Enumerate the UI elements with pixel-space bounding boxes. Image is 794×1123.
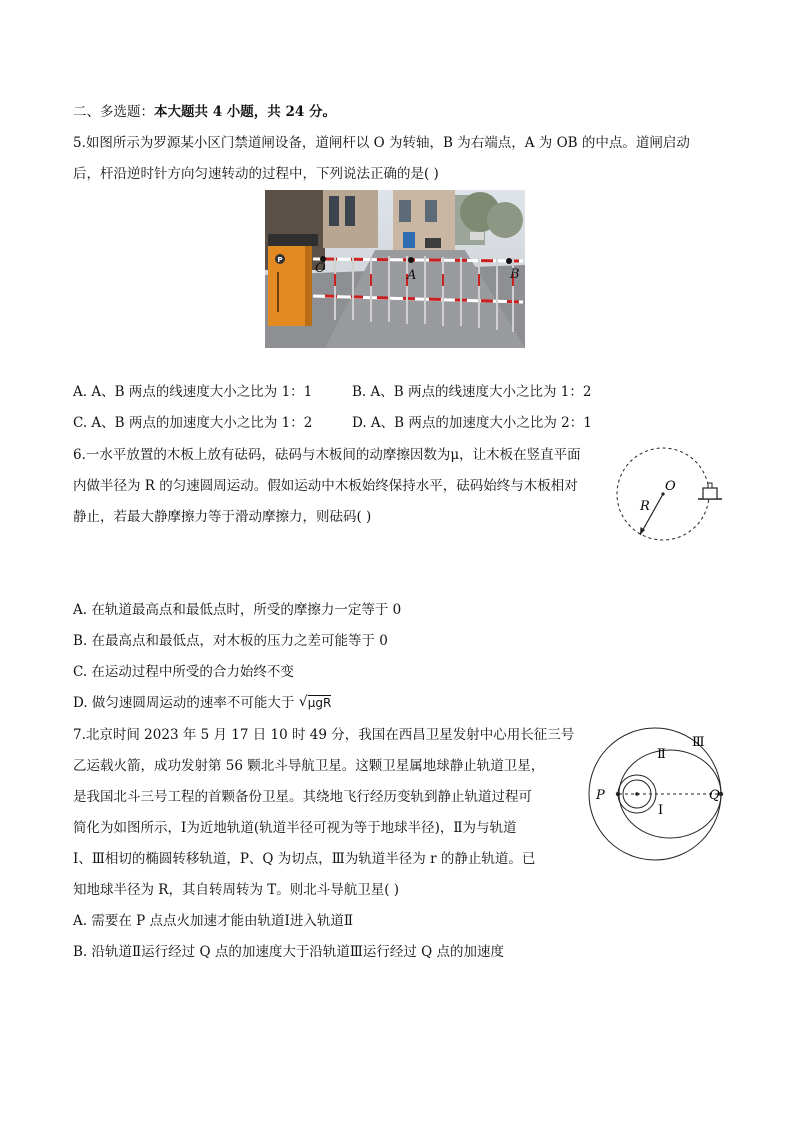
label-orbit-ii: Ⅱ bbox=[657, 747, 666, 762]
sqrt-expression bbox=[299, 694, 332, 712]
q7-stem-line1: 7.北京时间 2023 年 5 月 17 日 10 时 49 分，我国在西昌卫星发射中心用长征三号 bbox=[73, 727, 575, 743]
label-orbit-i: Ⅰ bbox=[658, 803, 664, 818]
q6-circle-figure bbox=[610, 443, 730, 551]
q5-stem-line1: 5.如图所示为罗源某小区门禁道闸设备，道闸杆以 O 为转轴，B 为右端点，A 为 OB 的中点。道闸启动 bbox=[73, 135, 690, 151]
q6-option-c: C. 在运动过程中所受的合力始终不变 bbox=[73, 664, 294, 680]
q5-option-b: B. A、B 两点的线速度大小之比为 1：2 bbox=[352, 384, 592, 400]
q6-stem-line1: 6.一水平放置的木板上放有砝码，砝码与木板间的动摩擦因数为μ，让木板在竖直平面 bbox=[73, 447, 581, 463]
point-p bbox=[616, 792, 620, 796]
label-a: A bbox=[407, 268, 417, 283]
weight-icon bbox=[703, 488, 717, 499]
q5-option-c: C. A、B 两点的加速度大小之比为 1：2 bbox=[73, 415, 313, 431]
label-o: O bbox=[665, 479, 676, 494]
sqrt-radicand: μgR bbox=[307, 696, 332, 710]
label-r: R bbox=[640, 499, 650, 514]
q7-option-a: A. 需要在 P 点点火加速才能由轨道Ⅰ进入轨道Ⅱ bbox=[73, 913, 354, 929]
q5-option-a: A. A、B 两点的线速度大小之比为 1：1 bbox=[73, 384, 313, 400]
section-bold: 本大题共 4 小题，共 24 分。 bbox=[154, 104, 336, 120]
q7-stem-line3: 是我国北斗三号工程的首颗备份卫星。其绕地飞行经历变轨到静止轨道过程可 bbox=[73, 789, 532, 805]
q5-option-d: D. A、B 两点的加速度大小之比为 2：1 bbox=[352, 415, 592, 431]
q6-option-b: B. 在最高点和最低点，对木板的压力之差可能等于 0 bbox=[73, 633, 388, 649]
point-b bbox=[506, 258, 512, 264]
q6-option-d bbox=[73, 694, 331, 712]
q7-stem-line5: Ⅰ、Ⅲ相切的椭圆转移轨道，P、Q 为切点，Ⅲ为轨道半径为 r 的静止轨道。已 bbox=[73, 851, 536, 867]
q7-stem-line2: 乙运载火箭，成功发射第 56 颗北斗导航卫星。这颗卫星属地球静止轨道卫星， bbox=[73, 758, 545, 774]
label-orbit-iii: Ⅲ bbox=[692, 735, 705, 750]
q6-option-d-text: D. 做匀速圆周运动的速率不可能大于 bbox=[73, 695, 299, 711]
section-prefix: 二、多选题： bbox=[73, 104, 154, 120]
q6-stem-line3: 静止，若最大静摩擦力等于滑动摩擦力，则砝码( ) bbox=[73, 509, 372, 525]
label-q: Q bbox=[709, 788, 720, 803]
q5-stem-line2: 后，杆沿逆时针方向匀速转动的过程中，下列说法正确的是( ) bbox=[73, 166, 439, 182]
label-o: O bbox=[315, 261, 326, 276]
q7-stem-line6: 知地球半径为 R，其自转周转为 T。则北斗导航卫星( ) bbox=[73, 882, 400, 898]
q7-stem-line4: 简化为如图所示，Ⅰ为近地轨道(轨道半径可视为等于地球半径)，Ⅱ为与轨道 bbox=[73, 820, 517, 836]
sqrt-icon: √ bbox=[298, 694, 308, 710]
q5-gate-photo bbox=[265, 190, 525, 348]
q7-option-b: B. 沿轨道Ⅱ运行经过 Q 点的加速度大于沿轨道Ⅲ运行经过 Q 点的加速度 bbox=[73, 944, 504, 960]
point-a bbox=[408, 257, 414, 263]
section-header bbox=[73, 103, 336, 121]
label-b: B bbox=[510, 267, 520, 282]
box-logo-text: P bbox=[277, 256, 283, 264]
q6-option-a: A. 在轨道最高点和最低点时，所受的摩擦力一定等于 0 bbox=[73, 602, 402, 618]
q7-orbit-figure bbox=[575, 726, 735, 866]
label-p: P bbox=[596, 788, 605, 803]
earth-center bbox=[635, 792, 639, 796]
q6-stem-line2: 内做半径为 R 的匀速圆周运动。假如运动中木板始终保持水平，砝码始终与木板相对 bbox=[73, 478, 578, 494]
